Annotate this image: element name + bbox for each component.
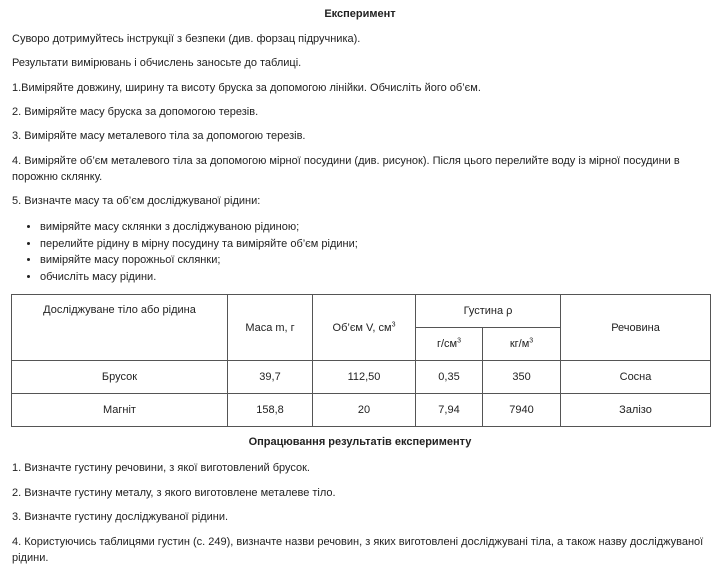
cell-body: Магніт [12, 394, 228, 427]
step-4: 4. Виміряйте об’єм металевого тіла за допомогою мірної посудини (див. рисунок). Після цього перелийте воду із мірної посудини в порожню склянку. [12, 155, 680, 183]
cell-body: Брусок [12, 361, 228, 394]
list-item: • обчисліть масу рідини. [40, 269, 358, 286]
header-density-kgm: $кг/м^3$ [483, 328, 561, 361]
cell-density-kgm: 350 [483, 361, 561, 394]
step-1: 1.Виміряйте довжину, ширину та висоту бруска за допомогою лінійки. Обчисліть його об’єм. [12, 82, 481, 94]
list-item: • виміряйте масу порожньої склянки; [40, 252, 358, 269]
safety-note: Суворо дотримуйтесь інструкції з безпеки (див. форзац підручника). [12, 33, 361, 45]
list-item: • перелийте рідину в мірну посудину та виміряйте об’єм рідини; [40, 236, 358, 253]
step-3: 3. Виміряйте масу металевого тіла за допомогою терезів. [12, 130, 306, 142]
cell-volume: 112,50 [313, 361, 416, 394]
processing-step-2: 2. Визначте густину металу, з якого виготовлене металеве тіло. [12, 487, 336, 499]
cell-density-gcm: 0,35 [416, 361, 483, 394]
cell-mass: 158,8 [228, 394, 313, 427]
header-substance: Речовина [561, 295, 711, 361]
processing-title: Опрацювання результатів експерименту [248, 436, 472, 448]
processing-step-4: 4. Користуючись таблицями густин (с. 249), визначте назви речовин, з яких виготовлені досліджувані тіла, а також назву досліджуваної рідини. [12, 536, 704, 564]
list-item: • виміряйте масу склянки з досліджуваною рідиною; [40, 219, 358, 236]
cell-density-kgm: 7940 [483, 394, 561, 427]
table-row [12, 394, 711, 427]
processing-step-1: 1. Визначте густину речовини, з якої виготовлений брусок. [12, 462, 310, 474]
step-2: 2. Виміряйте масу бруска за допомогою терезів. [12, 106, 259, 118]
cell-substance: Сосна [561, 361, 711, 394]
header-volume: Об’єм V, $см^3$ [313, 295, 416, 361]
results-note: Результати вимірювань і обчислень заносьте до таблиці. [12, 57, 302, 69]
processing-step-3: 3. Визначте густину досліджуваної рідини. [12, 511, 229, 523]
step-5: 5. Визначте масу та об’єм досліджуваної рідини: [12, 195, 261, 207]
header-mass: Маса m, г [228, 295, 313, 361]
results-table [11, 294, 711, 427]
cell-mass: 39,7 [228, 361, 313, 394]
cell-substance: Залізо [561, 394, 711, 427]
header-body: Досліджуване тіло або рідина [12, 295, 228, 361]
liquid-steps-list [26, 219, 358, 285]
experiment-title: Експеримент [324, 8, 396, 20]
table-row [12, 361, 711, 394]
header-density: Густина ρ [416, 295, 561, 328]
header-density-gcm: $г/см^3$ [416, 328, 483, 361]
cell-volume: 20 [313, 394, 416, 427]
cell-density-gcm: 7,94 [416, 394, 483, 427]
